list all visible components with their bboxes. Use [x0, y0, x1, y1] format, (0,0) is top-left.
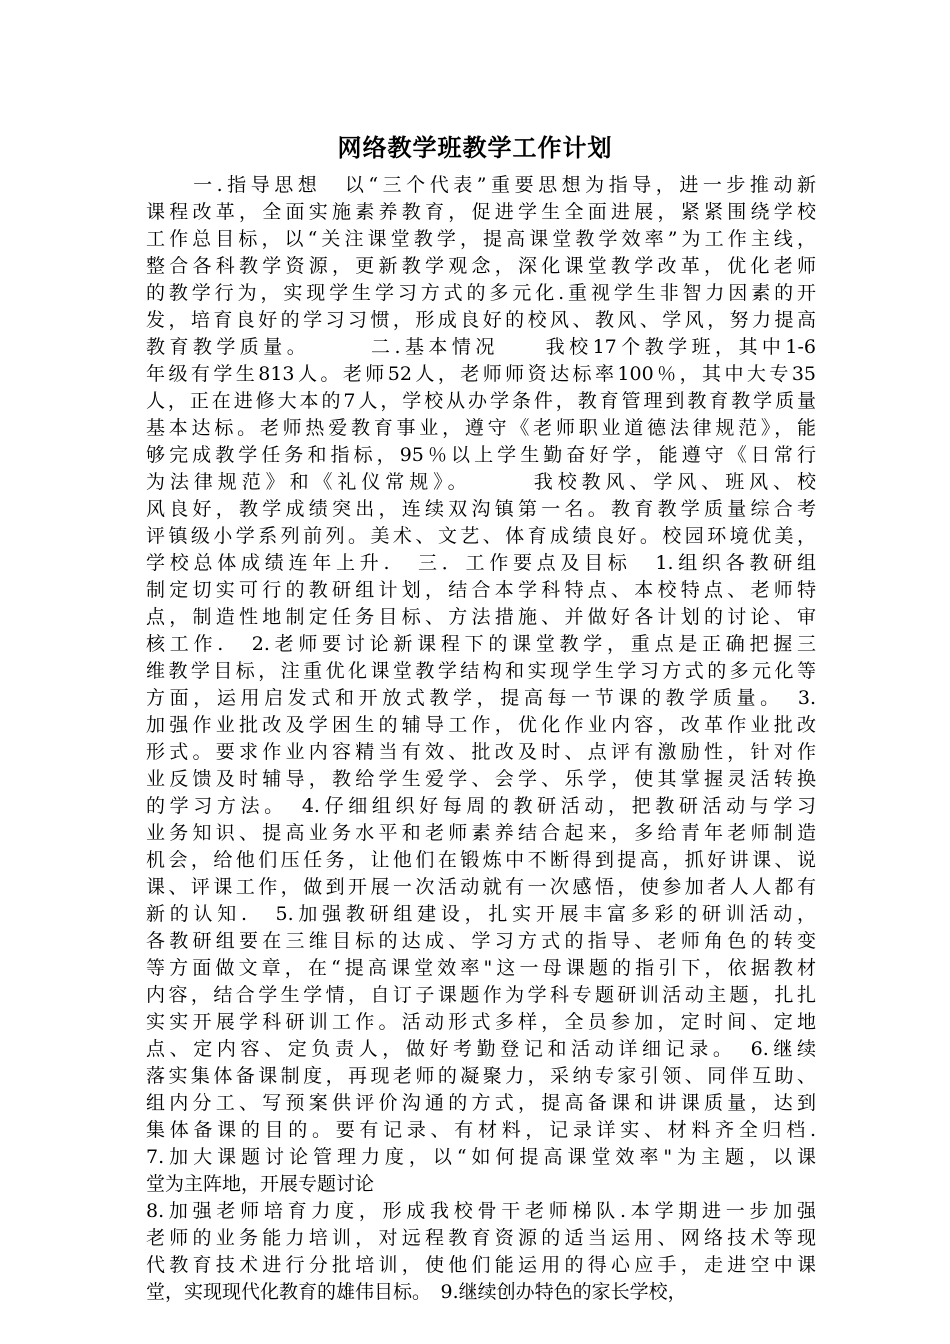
- body-line: 内容，结合学生学情，自订子课题作为学科专题研训活动主题，扎扎: [146, 984, 816, 1006]
- body-line: 业反馈及时辅导，教给学生爱学、会学、乐学，使其掌握灵活转换: [146, 768, 816, 790]
- body-line: 代教育技术进行分批培训，使他们能运用的得心应手，走进空中课: [146, 1254, 816, 1276]
- body-line: 实实开展学科研训工作。活动形式多样，全员参加，定时间、定地: [146, 1011, 816, 1033]
- body-line: 教育教学质量。 二.基本情况 我校17个教学班，其中1-6: [146, 336, 816, 358]
- body-line: 维教学目标，注重优化课堂教学结构和实现学生学习方式的多元化等: [146, 660, 816, 682]
- body-line: 课程改革，全面实施素养教育，促进学生全面进展，紧紧围绕学校: [146, 201, 816, 223]
- body-line: 为法律规范》和《礼仪常规》。 我校教风、学风、班风、校: [146, 471, 816, 493]
- body-line: 整合各科教学资源，更新教学观念，深化课堂教学改革，优化老师: [146, 255, 816, 277]
- body-line: 堂为主阵地，开展专题讨论: [146, 1173, 375, 1195]
- body-line: 各教研组要在三维目标的达成、学习方式的指导、老师角色的转变: [146, 930, 816, 952]
- body-line: 发，培育良好的学习习惯，形成良好的校风、教风、学风，努力提高: [146, 309, 816, 331]
- body-line: 7.加大课题讨论管理力度，以“如何提高课堂效率"为主题，以课: [146, 1146, 816, 1168]
- body-line: 组内分工、写预案供评价沟通的方式，提高备课和讲课质量，达到: [146, 1092, 816, 1114]
- body-line: 工作总目标，以“关注课堂教学，提高课堂教学效率”为工作主线，: [146, 228, 816, 250]
- body-line: 课、评课工作，做到开展一次活动就有一次感悟，使参加者人人都有: [146, 876, 816, 898]
- body-line: 风良好，教学成绩突出，连续双沟镇第一名。教育教学质量综合考: [146, 498, 816, 520]
- body-line: 堂，实现现代化教育的雄伟目标。 9.继续创办特色的家长学校，: [146, 1281, 687, 1303]
- body-line: 制定切实可行的教研组计划，结合本学科特点、本校特点、老师特: [146, 579, 816, 601]
- body-line: 老师的业务能力培训，对远程教育资源的适当运用、网络技术等现: [146, 1227, 816, 1249]
- body-line: 集体备课的目的。要有记录、有材料，记录详实、材料齐全归档.: [146, 1119, 816, 1141]
- body-line: 的学习方法。 4.仔细组织好每周的教研活动，把教研活动与学习: [146, 795, 816, 817]
- body-line: 点，制造性地制定任务目标、方法措施、并做好各计划的讨论、审: [146, 606, 816, 628]
- body-line: 一.指导思想 以“三个代表”重要思想为指导，进一步推动新: [146, 174, 816, 196]
- body-line: 评镇级小学系列前列。美术、文艺、体育成绩良好。校园环境优美，: [146, 525, 816, 547]
- body-line: 核工作. 2.老师要讨论新课程下的课堂教学，重点是正确把握三: [146, 633, 816, 655]
- body-line: 业务知识、提高业务水平和老师素养结合起来，多给青年老师制造: [146, 822, 816, 844]
- body-line: 点、定内容、定负责人，做好考勤登记和活动详细记录。 6.继续: [146, 1038, 816, 1060]
- body-line: 学校总体成绩连年上升. 三．工作要点及目标 1.组织各教研组: [146, 552, 816, 574]
- body-line: 人，正在进修大本的7人，学校从办学条件，教育管理到教育教学质量: [146, 390, 816, 412]
- document-title: 网络教学班教学工作计划: [337, 133, 613, 162]
- body-line: 新的认知. 5.加强教研组建设，扎实开展丰富多彩的研训活动，: [146, 903, 816, 925]
- body-line: 等方面做文章，在“提高课堂效率"这一母课题的指引下，依据教材: [146, 957, 816, 979]
- body-line: 的教学行为，实现学生学习方式的多元化.重视学生非智力因素的开: [146, 282, 816, 304]
- body-line: 年级有学生813人。老师52人，老师师资达标率100％，其中大专35: [146, 363, 816, 385]
- body-line: 方面，运用启发式和开放式教学，提高每一节课的教学质量。 3.: [146, 687, 816, 709]
- body-line: 基本达标。老师热爱教育事业，遵守《老师职业道德法律规范》，能: [146, 417, 816, 439]
- body-line: 加强作业批改及学困生的辅导工作，优化作业内容，改革作业批改: [146, 714, 816, 736]
- body-line: 够完成教学任务和指标，95％以上学生勤奋好学，能遵守《日常行: [146, 444, 816, 466]
- body-line: 8.加强老师培育力度，形成我校骨干老师梯队.本学期进一步加强: [146, 1200, 816, 1222]
- body-line: 形式。要求作业内容精当有效、批改及时、点评有激励性，针对作: [146, 741, 816, 763]
- body-line: 机会，给他们压任务，让他们在锻炼中不断得到提高，抓好讲课、说: [146, 849, 816, 871]
- body-line: 落实集体备课制度，再现老师的凝聚力，采纳专家引领、同伴互助、: [146, 1065, 816, 1087]
- document-body: [146, 172, 816, 1306]
